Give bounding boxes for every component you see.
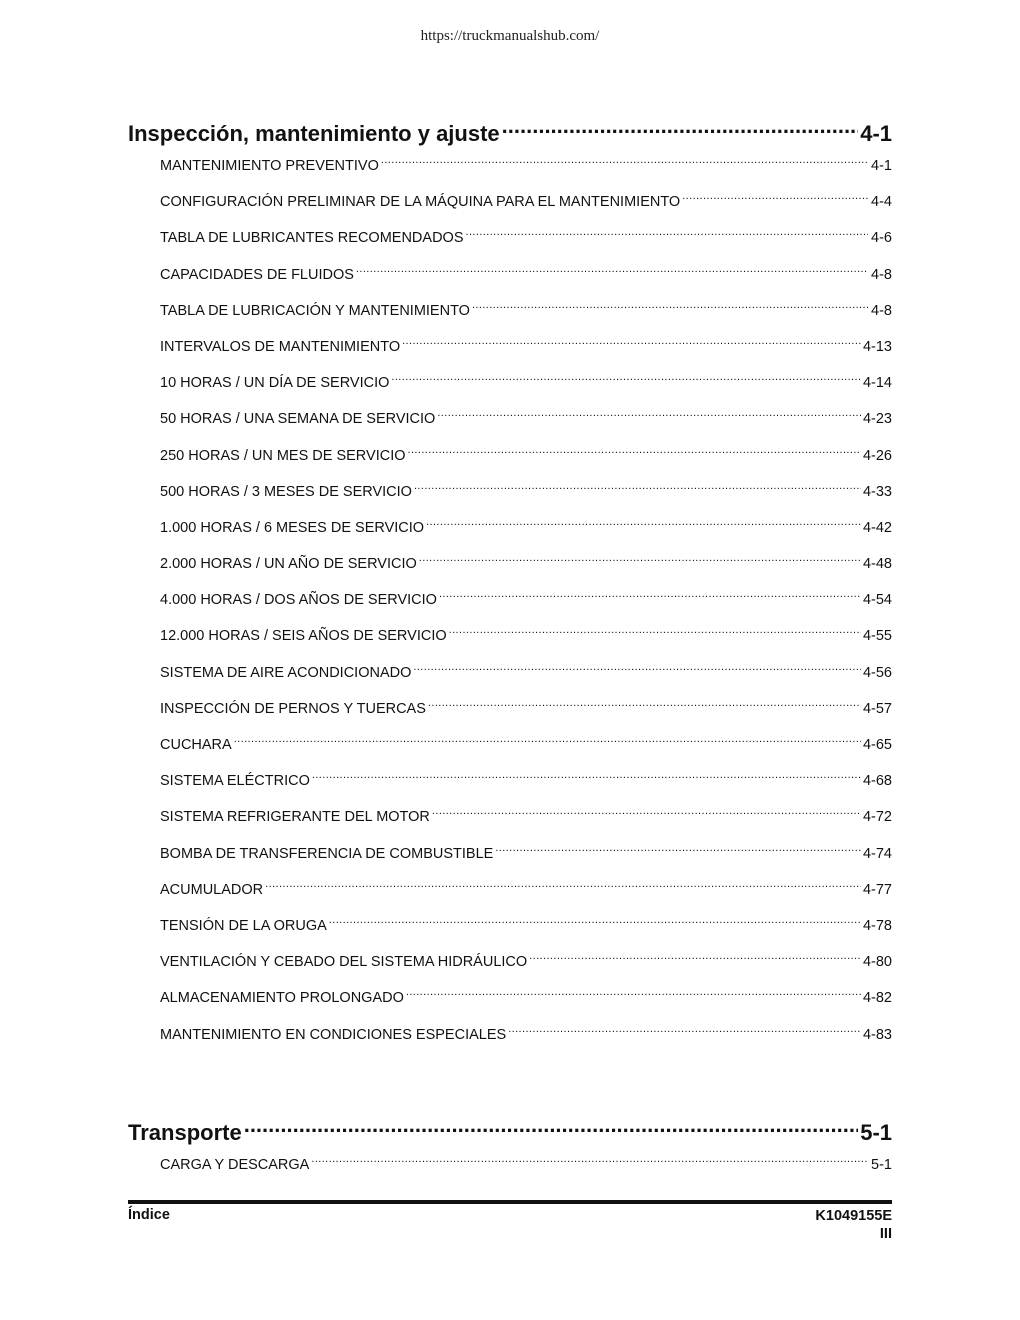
toc-entry-page: 4-65 [862, 737, 892, 753]
toc-entry-label: VENTILACIÓN Y CEBADO DEL SISTEMA HIDRÁULICO [160, 954, 528, 971]
toc-entry-page: 4-68 [862, 773, 892, 790]
toc-entry-page: 4-42 [862, 519, 892, 536]
toc-entry-label: 500 HORAS / 3 MESES DE SERVICIO [160, 483, 412, 500]
toc-entry[interactable] [160, 874, 892, 910]
toc-entry-page: 4-78 [862, 917, 892, 934]
toc-entry[interactable] [160, 331, 892, 367]
toc-section-inspection [128, 111, 892, 1055]
dot-leader [529, 946, 861, 966]
footer-right [815, 1207, 892, 1243]
toc-entry-page: 4-48 [862, 556, 892, 573]
toc-entry-label: 50 HORAS / UNA SEMANA DE SERVICIO [160, 411, 436, 428]
toc-entry-label: 1.000 HORAS / 6 MESES DE SERVICIO [160, 519, 425, 536]
toc-entry[interactable] [160, 1149, 892, 1185]
document-number: K1049155E [815, 1208, 892, 1224]
dot-leader [414, 476, 861, 496]
dot-leader [244, 1110, 859, 1140]
toc-entry-label: 12.000 HORAS / SEIS AÑOS DE SERVICIO [160, 628, 447, 645]
toc-entry[interactable] [160, 222, 892, 258]
toc-entry-label: 2.000 HORAS / UN AÑO DE SERVICIO [160, 556, 417, 573]
dot-leader [381, 150, 868, 170]
toc-entry[interactable] [160, 693, 892, 729]
toc-entry[interactable] [160, 765, 892, 801]
toc-entry[interactable] [160, 512, 892, 548]
dot-leader [311, 1149, 868, 1169]
toc-entry-page: 4-55 [862, 628, 892, 645]
toc-entry-list [128, 150, 892, 1055]
toc-entry-page: 4-13 [862, 338, 892, 355]
section-page: 4-1 [860, 121, 892, 146]
toc-entry[interactable] [160, 1019, 892, 1055]
toc-entry-list [128, 1149, 892, 1185]
toc-entry-label: TENSIÓN DE LA ORUGA [160, 917, 327, 934]
dot-leader [428, 693, 861, 713]
toc-entry-label: INSPECCIÓN DE PERNOS Y TUERCAS [160, 700, 426, 717]
toc-entry[interactable] [160, 801, 892, 837]
toc-entry[interactable] [160, 657, 892, 693]
toc-entry[interactable] [160, 476, 892, 512]
dot-leader [419, 548, 861, 568]
dot-leader [502, 111, 859, 141]
toc-entry[interactable] [160, 259, 892, 295]
dot-leader [508, 1019, 861, 1039]
toc-entry-page: 4-82 [862, 990, 892, 1007]
toc-entry[interactable] [160, 367, 892, 403]
dot-leader [449, 620, 861, 640]
toc-entry-label: SISTEMA DE AIRE ACONDICIONADO [160, 664, 412, 681]
toc-entry-label: 4.000 HORAS / DOS AÑOS DE SERVICIO [160, 592, 437, 609]
dot-leader [439, 584, 861, 604]
source-url[interactable]: https://truckmanualshub.com/ [420, 28, 600, 44]
section-page: 5-1 [860, 1120, 892, 1145]
toc-entry-page: 4-33 [862, 483, 892, 500]
toc-entry[interactable] [160, 584, 892, 620]
toc-entry-page: 4-74 [862, 845, 892, 862]
toc-section-transport [128, 1110, 892, 1185]
toc-entry[interactable] [160, 548, 892, 584]
section-title: Inspección, mantenimiento y ajuste [128, 121, 500, 146]
toc-entry-label: TABLA DE LUBRICACIÓN Y MANTENIMIENTO [160, 302, 470, 319]
dot-leader [234, 729, 861, 749]
toc-entry-label: CAPACIDADES DE FLUIDOS [160, 266, 354, 283]
toc-entry-label: MANTENIMIENTO PREVENTIVO [160, 158, 379, 174]
dot-leader [356, 259, 868, 279]
dot-leader [437, 403, 861, 423]
toc-entry-page: 4-6 [871, 230, 892, 247]
toc-entry-page: 4-4 [871, 194, 892, 211]
toc-entry[interactable] [160, 729, 892, 765]
footer-section-name: Índice [128, 1207, 170, 1223]
toc-entry-label: INTERVALOS DE MANTENIMIENTO [160, 338, 401, 355]
toc-entry[interactable] [160, 946, 892, 982]
section-heading[interactable] [128, 111, 892, 146]
dot-leader [265, 874, 861, 894]
toc-entry-page: 4-8 [871, 302, 892, 319]
section-heading[interactable] [128, 1110, 892, 1145]
toc-entry-label: SISTEMA ELÉCTRICO [160, 773, 310, 790]
dot-leader [426, 512, 861, 532]
footer-rule [128, 1200, 892, 1204]
toc-entry-page: 4-80 [862, 954, 892, 971]
dot-leader [402, 331, 861, 351]
toc-entry-label: TABLA DE LUBRICANTES RECOMENDADOS [160, 230, 464, 247]
toc-entry-page: 4-14 [862, 375, 892, 392]
toc-entry-page: 4-56 [862, 664, 892, 681]
toc-entry-label: 250 HORAS / UN MES DE SERVICIO [160, 447, 406, 464]
dot-leader [495, 838, 861, 858]
toc-entry-page: 4-54 [862, 592, 892, 609]
toc-entry-label: CARGA Y DESCARGA [160, 1157, 310, 1173]
dot-leader [329, 910, 861, 930]
dot-leader [432, 801, 861, 821]
toc-entry-page: 4-26 [862, 447, 892, 464]
toc-entry-label: MANTENIMIENTO EN CONDICIONES ESPECIALES [160, 1026, 507, 1043]
toc-entry-label: ACUMULADOR [160, 881, 264, 898]
toc-entry-label: CUCHARA [160, 737, 232, 753]
dot-leader [312, 765, 861, 785]
dot-leader [413, 657, 861, 677]
toc-entry-page: 4-72 [862, 809, 892, 826]
toc-entry-page: 4-83 [862, 1026, 892, 1043]
toc-entry[interactable] [160, 910, 892, 946]
toc-entry[interactable] [160, 982, 892, 1018]
dot-leader [408, 440, 861, 460]
dot-leader [406, 982, 861, 1002]
toc-entry[interactable] [160, 150, 892, 186]
toc-entry-label: SISTEMA REFRIGERANTE DEL MOTOR [160, 809, 430, 826]
toc-entry[interactable] [160, 838, 892, 874]
dot-leader [466, 222, 869, 242]
page-number: III [879, 1226, 892, 1242]
toc-entry-page: 4-1 [871, 158, 892, 174]
toc-entry-label: BOMBA DE TRANSFERENCIA DE COMBUSTIBLE [160, 845, 494, 862]
section-title: Transporte [128, 1120, 242, 1145]
toc-entry-page: 4-77 [862, 881, 892, 898]
toc-entry[interactable] [160, 295, 892, 331]
toc-entry-label: CONFIGURACIÓN PRELIMINAR DE LA MÁQUINA PARA EL MANTENIMIENTO [160, 194, 681, 211]
toc-entry-label: 10 HORAS / UN DÍA DE SERVICIO [160, 375, 390, 392]
toc-entry[interactable] [160, 440, 892, 476]
toc-entry-page: 5-1 [871, 1157, 892, 1173]
toc-entry-page: 4-8 [871, 266, 892, 283]
toc-entry[interactable] [160, 620, 892, 656]
toc-entry-page: 4-57 [862, 700, 892, 717]
dot-leader [472, 295, 868, 315]
dot-leader [682, 186, 868, 206]
toc-entry-label: ALMACENAMIENTO PROLONGADO [160, 990, 404, 1007]
toc-entry-page: 4-23 [862, 411, 892, 428]
toc-entry[interactable] [160, 403, 892, 439]
toc-entry[interactable] [160, 186, 892, 222]
dot-leader [391, 367, 861, 387]
